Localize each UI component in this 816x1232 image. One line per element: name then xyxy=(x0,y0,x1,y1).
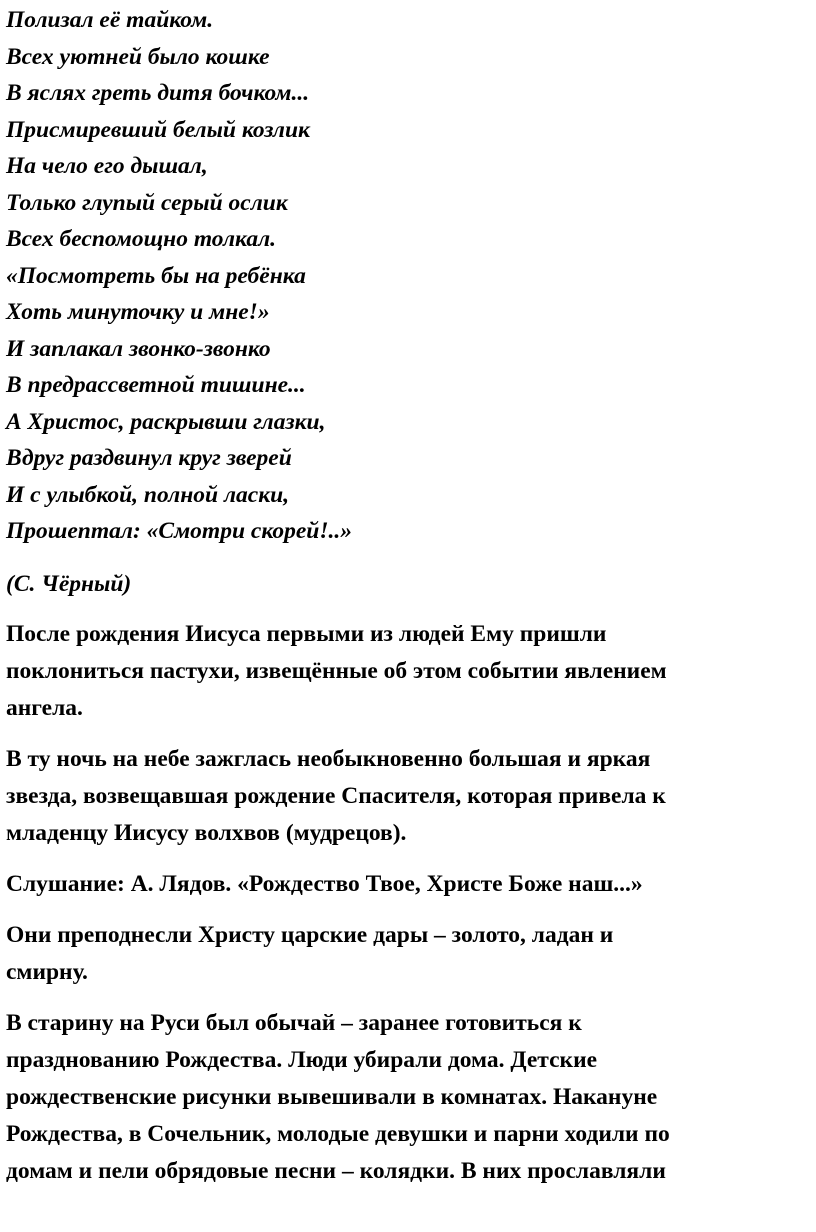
paragraph xyxy=(6,1005,810,1190)
body-text xyxy=(6,616,810,1190)
paragraph xyxy=(6,616,810,727)
paragraph-line: поклониться пастухи, извещённые об этом событии явлением xyxy=(6,658,667,684)
paragraph-line: ангела. xyxy=(6,695,83,721)
paragraph xyxy=(6,917,810,991)
poem-line: В предрассветной тишине... xyxy=(6,372,306,398)
document-page xyxy=(6,0,810,1190)
poem-line: Прошептал: «Смотри скорей!..» xyxy=(6,518,352,544)
paragraph-line: Они преподнесли Христу царские дары – золото, ладан и xyxy=(6,922,614,948)
poem-line: Присмиревший белый козлик xyxy=(6,116,310,143)
poem-line: «Посмотреть бы на ребёнка xyxy=(6,262,306,289)
poem-author: (С. Чёрный) xyxy=(6,570,132,597)
paragraph-line: младенцу Иисусу волхвов (мудрецов). xyxy=(6,820,407,846)
poem-line: Полизал её тайком. xyxy=(6,7,214,33)
paragraph-line: смирну. xyxy=(6,959,88,985)
paragraph-line: Рождества, в Сочельник, молодые девушки и парни ходили по xyxy=(6,1121,670,1147)
poem-line: В яслях греть дитя бочком... xyxy=(6,80,310,106)
poem-line: Всех беспомощно толкал. xyxy=(6,226,277,252)
paragraph xyxy=(6,741,810,852)
paragraph-line: звезда, возвещавшая рождение Спасителя, которая привела к xyxy=(6,783,666,809)
poem-line: И заплакал звонко-звонко xyxy=(6,335,271,362)
paragraph-line: Слушание: А. Лядов. «Рождество Твое, Христе Боже наш...» xyxy=(6,871,643,897)
poem-line: А Христос, раскрывши глазки, xyxy=(6,408,326,435)
poem-line: На чело его дышал, xyxy=(6,153,208,179)
paragraph-line: В старину на Руси был обычай – заранее готовиться к xyxy=(6,1010,582,1036)
paragraph-line: домам и пели обрядовые песни – колядки. В них прославляли xyxy=(6,1158,666,1184)
poem-line: И с улыбкой, полной ласки, xyxy=(6,481,290,508)
poem-line: Всех уютней было кошке xyxy=(6,43,270,70)
paragraph-line: рождественские рисунки вывешивали в комнатах. Накануне xyxy=(6,1084,658,1110)
poem-line: Вдруг раздвинул круг зверей xyxy=(6,445,292,471)
paragraph-line: После рождения Иисуса первыми из людей Ему пришли xyxy=(6,621,607,647)
poem-line: Только глупый серый ослик xyxy=(6,189,288,216)
poem-line: Хоть минуточку и мне!» xyxy=(6,299,270,325)
paragraph-line: В ту ночь на небе зажглась необыкновенно большая и яркая xyxy=(6,746,651,772)
paragraph xyxy=(6,866,810,903)
poem xyxy=(6,0,810,602)
paragraph-line: празднованию Рождества. Люди убирали дома. Детские xyxy=(6,1047,598,1073)
